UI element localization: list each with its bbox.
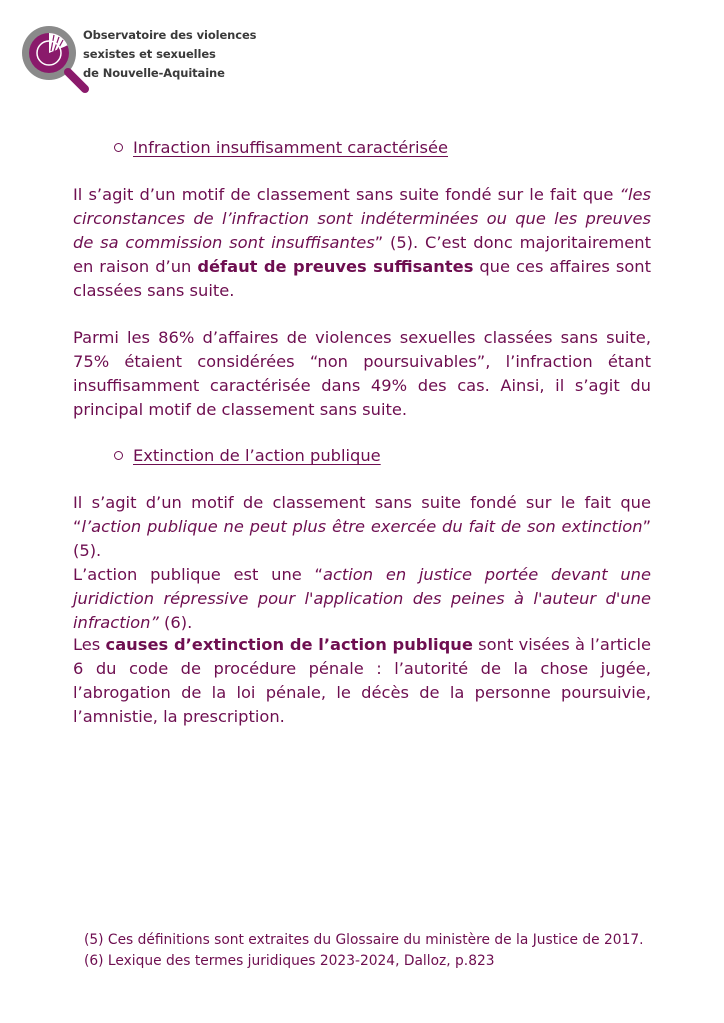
- paragraph-extinction-causes: Les causes d’extinction de l’action publique sont visées à l’article 6 du code de procédure pénale : l’autorité de la chose jugée, l’abrogation de la loi pénale, le décès de la personne poursuivie, l’amnistie, la prescription.: [73, 635, 651, 726]
- paragraph-public-action: L’action publique est une “action en justice portée devant une juridiction répressive pour l'application des peines à l'auteur d'une infraction” (6).: [73, 565, 651, 632]
- paragraph-statistics: Parmi les 86% d’affaires de violences sexuelles classées sans suite, 75% étaient considérées “non poursuivables”, l’infraction étant insuffisamment caractérisée dans 49% des cas. Ainsi, il s’agit du principal motif de classement sans suite.: [73, 328, 651, 419]
- paragraph-insufficient-evidence: Il s’agit d’un motif de classement sans suite fondé sur le fait que “les circonstances de l’infraction sont indéterminées ou que les preuves de sa commission sont insuffisantes” (5). C’est donc majoritairement en raison d’un défaut de preuves suffisantes que ces affaires sont classées sans suite.: [73, 185, 652, 300]
- bullet-circle-icon: [114, 143, 123, 152]
- paragraph-extinction-definition: Il s’agit d’un motif de classement sans suite fondé sur le fait que “l’action publique ne peut plus être exercée du fait de son extinction” (5).: [73, 493, 651, 560]
- org-name-line-1: Observatoire des violences: [83, 28, 257, 42]
- org-name-line-2: sexistes et sexuelles: [83, 47, 216, 61]
- footnote-5: (5) Ces définitions sont extraites du Glossaire du ministère de la Justice de 2017.: [84, 932, 644, 948]
- bullet-circle-icon: [114, 451, 123, 460]
- organization-name: [83, 26, 256, 83]
- heading-text: Extinction de l’action publique: [133, 446, 381, 465]
- heading-text: Infraction insuffisamment caractérisée: [133, 138, 448, 157]
- footnote-6: (6) Lexique des termes juridiques 2023-2024, Dalloz, p.823: [84, 953, 495, 969]
- org-name-line-3: de Nouvelle-Aquitaine: [83, 66, 225, 80]
